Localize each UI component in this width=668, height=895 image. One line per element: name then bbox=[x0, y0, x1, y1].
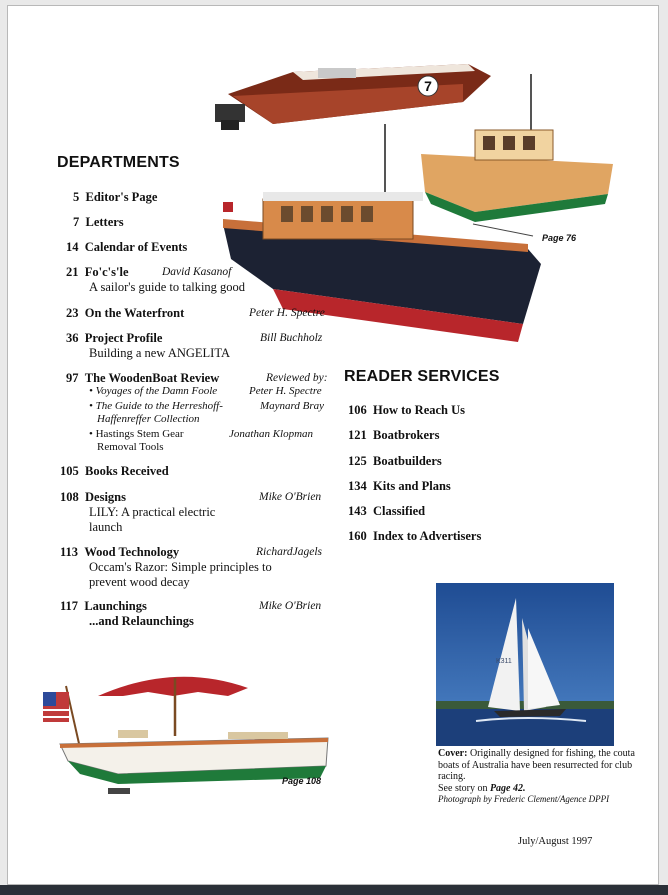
rs-entry-kits-and-plans[interactable]: 134 Kits and Plans bbox=[348, 479, 451, 493]
review-item-hastings-line2: Removal Tools bbox=[97, 441, 164, 453]
dept-entry-focsle[interactable]: 21 Fo'c's'le David Kasanof A sailor's guide to talking good bbox=[66, 265, 246, 294]
cover-caption bbox=[438, 748, 643, 806]
dept-entry-editors-page[interactable]: 5 Editor's Page bbox=[73, 190, 158, 204]
dept-entry-launchings[interactable]: 117 Launchings Mike O'Brien ...and Relaunchings bbox=[60, 599, 322, 628]
cover-photo bbox=[436, 583, 614, 746]
review-author-bray: Maynard Bray bbox=[260, 400, 325, 412]
dept-entry-designs[interactable]: 108 Designs Mike O'Brien LILY: A practical electric launch bbox=[60, 490, 322, 534]
rs-entry-how-to-reach-us[interactable]: 106 How to Reach Us bbox=[348, 403, 466, 417]
rs-entry-boatbrokers[interactable]: 121 Boatbrokers bbox=[348, 428, 440, 442]
review-item-hastings[interactable]: • Hastings Stem Gear bbox=[89, 428, 184, 440]
departments-heading: DEPARTMENTS bbox=[57, 154, 180, 171]
dept-entry-waterfront[interactable]: 23 On the Waterfront Peter H. Spectre bbox=[66, 306, 325, 320]
page76-caption: Page 76 bbox=[542, 233, 577, 243]
dept-entry-wood-technology[interactable]: 113 Wood Technology RichardJagels Occam's Razor: Simple principles to prevent wood decay bbox=[60, 545, 323, 589]
issue-dateline: July/August 1997 bbox=[518, 836, 593, 847]
viewer-bottom-bar bbox=[0, 885, 668, 895]
speedboat-drawing bbox=[215, 64, 491, 130]
dept-entry-project-profile[interactable]: 36 Project Profile Bill Buchholz Building a new ANGELITA bbox=[66, 331, 323, 360]
review-author-klopman: Jonathan Klopman bbox=[229, 428, 314, 440]
review-item-herreshoff-line2: Haffenreffer Collection bbox=[97, 413, 200, 425]
cover-photo-credit: Photograph by Frederic Clement/Agence DPPI bbox=[438, 794, 610, 804]
dept-entry-calendar[interactable]: 14 Calendar of Events bbox=[66, 240, 188, 254]
page108-caption: Page 108 bbox=[282, 776, 322, 786]
dept-entry-woodenboat-review[interactable]: 97 The WoodenBoat Review Reviewed by: bbox=[66, 371, 328, 385]
rs-entry-boatbuilders[interactable]: 125 Boatbuilders bbox=[348, 454, 442, 468]
sail-number: K311 bbox=[496, 658, 512, 665]
review-item-voyages[interactable]: • Voyages of the Damn Foole bbox=[89, 385, 218, 397]
review-author-spectre: Peter H. Spectre bbox=[249, 385, 322, 397]
rs-entry-classified[interactable]: 143 Classified bbox=[348, 504, 426, 518]
review-item-herreshoff[interactable]: • The Guide to the Herreshoff- bbox=[89, 400, 223, 412]
cover-text: Originally designed for fishing, the couta boats of Australia have been resurrected for club racing. bbox=[438, 748, 635, 782]
race-number: 7 bbox=[424, 78, 432, 94]
cover-label: Cover: bbox=[438, 748, 468, 759]
cover-see-story: See story on bbox=[438, 782, 488, 794]
dept-entry-letters[interactable]: 7 Letters bbox=[73, 215, 124, 229]
reader-services-heading: READER SERVICES bbox=[344, 368, 500, 385]
rs-entry-index-to-advertisers[interactable]: 160 Index to Advertisers bbox=[348, 529, 482, 543]
boats-illustration-top bbox=[213, 54, 633, 344]
cover-story-page-link[interactable]: Page 42. bbox=[489, 782, 526, 794]
dept-entry-books-received[interactable]: 105 Books Received bbox=[60, 464, 169, 478]
magazine-page bbox=[7, 5, 659, 885]
